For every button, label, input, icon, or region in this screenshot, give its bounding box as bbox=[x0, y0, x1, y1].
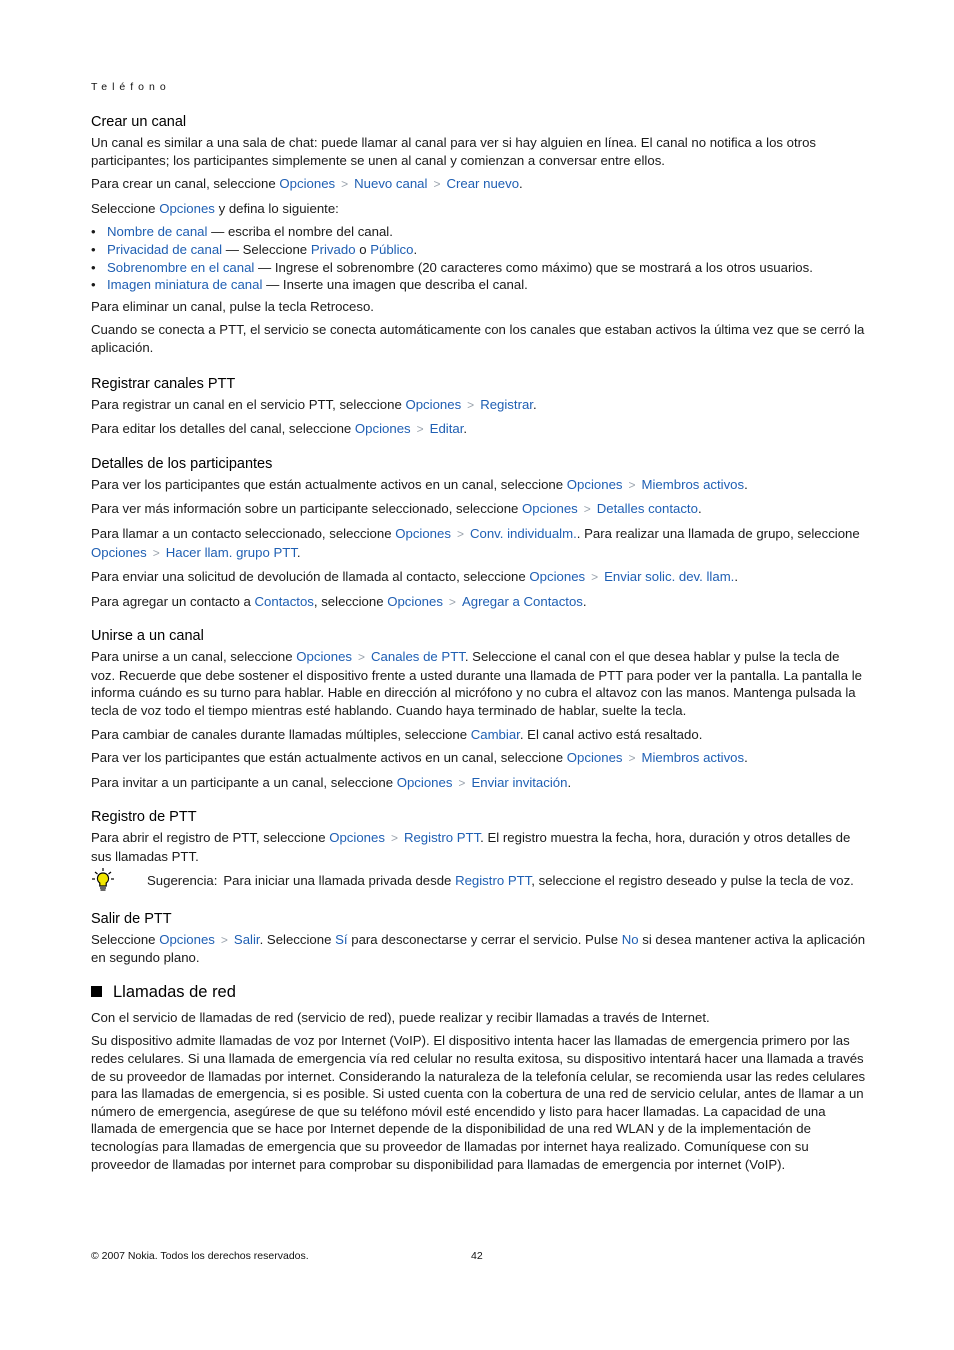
black-square-icon bbox=[91, 986, 102, 997]
ui-term: Opciones bbox=[566, 750, 623, 766]
paragraph: Para registrar un canal en el servicio PTT, seleccione Opciones > Registrar. bbox=[91, 396, 866, 415]
ui-term: Canales de PTT bbox=[371, 649, 465, 665]
list-item: • Nombre de canal — escriba el nombre del canal. bbox=[91, 223, 866, 241]
paragraph: Para enviar una solicitud de devolución de llamada al contacto, seleccione Opciones > Enviar solic. dev. llam.. bbox=[91, 568, 866, 587]
chevron-right-icon: > bbox=[433, 177, 441, 192]
tip-label: Sugerencia: bbox=[147, 872, 218, 888]
section-title-text: Llamadas de red bbox=[113, 982, 236, 1001]
ui-term: Público bbox=[370, 241, 414, 257]
chevron-right-icon: > bbox=[341, 177, 349, 192]
ui-term: Opciones bbox=[354, 421, 411, 437]
ui-term: No bbox=[621, 931, 639, 947]
heading-detalles-participantes: Detalles de los participantes bbox=[91, 455, 273, 472]
chevron-right-icon: > bbox=[467, 397, 475, 412]
chevron-right-icon: > bbox=[416, 422, 424, 437]
bullet-list bbox=[91, 223, 866, 293]
chevron-right-icon: > bbox=[358, 650, 366, 665]
ui-term: Registrar bbox=[480, 396, 533, 412]
ui-term: Opciones bbox=[296, 649, 352, 665]
heading-salir-ptt: Salir de PTT bbox=[91, 910, 172, 927]
ui-term: Nombre de canal bbox=[107, 224, 208, 240]
paragraph: Un canal es similar a una sala de chat: puede llamar al canal para ver si hay alguien en línea. El canal no notifica a los otros participantes; los participantes simplemente se unen al canal y comienzan a conversar entre ellos. bbox=[91, 135, 816, 168]
ui-term: Opciones bbox=[387, 593, 443, 609]
list-item: • Sobrenombre en el canal — Ingrese el sobrenombre (20 caracteres como máximo) que se mostrará a los otros usuarios. bbox=[91, 259, 866, 277]
chevron-right-icon: > bbox=[458, 775, 466, 790]
chevron-right-icon: > bbox=[152, 545, 160, 560]
ui-term: Enviar invitación bbox=[471, 774, 568, 790]
heading-crear-canal: Crear un canal bbox=[91, 114, 187, 130]
section-heading-llamadas-red bbox=[91, 981, 866, 1003]
ui-term: Opciones bbox=[396, 774, 453, 790]
paragraph: Con el servicio de llamadas de red (servicio de red), puede realizar y recibir llamadas a través de Internet. bbox=[91, 1009, 710, 1025]
paragraph: Cuando se conecta a PTT, el servicio se conecta automáticamente con los canales que estaban activos la última vez que se cerró la aplicación. bbox=[91, 322, 865, 355]
chevron-right-icon: > bbox=[583, 502, 591, 517]
paragraph: Para invitar a un participante a un canal, seleccione Opciones > Enviar invitación. bbox=[91, 774, 866, 793]
chevron-right-icon: > bbox=[456, 526, 464, 541]
footer bbox=[91, 1250, 866, 1262]
ui-term: Opciones bbox=[159, 931, 215, 947]
ui-term: Enviar solic. dev. llam. bbox=[604, 569, 735, 585]
paragraph: Para ver más información sobre un participante seleccionado, seleccione Opciones > Detalles contacto. bbox=[91, 500, 866, 519]
ui-term: Miembros activos bbox=[641, 476, 745, 492]
chevron-right-icon: > bbox=[220, 932, 228, 947]
ui-term: Agregar a Contactos bbox=[461, 593, 583, 609]
list-item: • Privacidad de canal — Seleccione Privado o Público. bbox=[91, 241, 866, 259]
paragraph: Su dispositivo admite llamadas de voz por Internet (VoIP). El dispositivo intenta hacer las llamadas de emergencia primero por las redes celulares. Si una llamada de emergencia vía red celular no resulta exitosa, su dispositivo intentará hacer una llamada a través de su proveedor de llamadas por internet. Considerando la naturaleza de la telefonía celular, se recomienda usar las redes celulares para las llamadas de emergencia, si es posible. Si usted cuenta con la cobertura de una red de servicio celular, antes de llamar a un número de emergencia, asegúrese de que su teléfono móvil esté encendido y listo para hacer llamadas. La capacidad de una llamada de emergencia que se hace por Internet depende de la disponibilidad de una red WLAN y de la implementación de tecnologías para llamadas de emergencia que su proveedor de llamadas por internet haya realizado. Comuníquese con su proveedor de llamadas por internet para comprobar su disponibilidad para llamadas de emergencia por internet (VoIP). bbox=[91, 1033, 866, 1172]
ui-term: Nuevo canal bbox=[354, 176, 428, 192]
ui-term: Opciones bbox=[395, 525, 451, 541]
list-item: • Imagen miniatura de canal — Inserte una imagen que describa el canal. bbox=[91, 276, 866, 294]
chevron-right-icon: > bbox=[591, 570, 599, 585]
ui-term: Hacer llam. grupo PTT bbox=[165, 544, 297, 560]
ui-term: Contactos bbox=[254, 593, 314, 609]
paragraph: Para ver los participantes que están actualmente activos en un canal, seleccione Opciones > Miembros activos. bbox=[91, 476, 866, 495]
paragraph: Para abrir el registro de PTT, seleccione Opciones > Registro PTT. El registro muestra la fecha, hora, duración y otros detalles de sus llamadas PTT. bbox=[91, 830, 851, 865]
paragraph: Para eliminar un canal, pulse la tecla Retroceso. bbox=[91, 298, 374, 314]
paragraph: Para llamar a un contacto seleccionado, seleccione Opciones > Conv. individualm.. Para realizar una llamada de grupo, seleccione Opciones > Hacer llam. grupo PTT. bbox=[91, 525, 866, 562]
ui-term: Crear nuevo bbox=[446, 176, 520, 192]
ui-term: Privado bbox=[310, 241, 356, 257]
ui-term: Opciones bbox=[159, 200, 215, 216]
heading-unirse-canal: Unirse a un canal bbox=[91, 628, 204, 645]
paragraph: Seleccione Opciones > Salir. Seleccione Sí para desconectarse y cerrar el servicio. Pulse No si desea mantener activa la aplicación en segundo plano. bbox=[91, 931, 866, 966]
ui-term: Sí bbox=[335, 931, 348, 947]
ui-term: Opciones bbox=[522, 501, 578, 517]
paragraph: Para unirse a un canal, seleccione Opciones > Canales de PTT. Seleccione el canal con el que desea hablar y pulse la tecla de voz. Recuerde que debe sostener el dispositivo frente a usted durante una llamada de PTT para poder ver la pantalla. La pantalla le informa cuándo es su turno para hablar. Hable en dirección al micrófono y no cubra el altavoz con las manos. Mantenga pulsada la tecla de voz todo el tiempo mientras esté hablando. Cuando haya terminado de hablar, suelte la tecla. bbox=[91, 649, 862, 719]
ui-term: Opciones bbox=[91, 544, 147, 560]
ui-term: Opciones bbox=[405, 396, 462, 412]
ui-term: Registro PTT bbox=[403, 830, 481, 846]
chevron-right-icon: > bbox=[628, 477, 636, 492]
paragraph: Para crear un canal, seleccione Opciones > Nuevo canal > Crear nuevo. bbox=[91, 175, 866, 194]
ui-term: Imagen miniatura de canal bbox=[107, 277, 263, 293]
page-number: 42 bbox=[471, 1250, 483, 1262]
ui-term: Sobrenombre en el canal bbox=[107, 259, 255, 275]
chevron-right-icon: > bbox=[628, 751, 636, 766]
ui-term: Registro PTT bbox=[455, 872, 532, 888]
paragraph: Para editar los detalles del canal, seleccione Opciones > Editar. bbox=[91, 420, 866, 439]
ui-term: Opciones bbox=[279, 176, 336, 192]
paragraph: Para agregar un contacto a Contactos, seleccione Opciones > Agregar a Contactos. bbox=[91, 593, 866, 612]
ui-term: Miembros activos bbox=[641, 750, 745, 766]
chevron-right-icon: > bbox=[390, 831, 398, 846]
ui-term: Conv. individualm. bbox=[469, 525, 577, 541]
ui-term: Detalles contacto bbox=[596, 501, 698, 517]
paragraph: Para ver los participantes que están actualmente activos en un canal, seleccione Opciones > Miembros activos. bbox=[91, 749, 866, 768]
chevron-right-icon: > bbox=[448, 594, 456, 609]
ui-term: Opciones bbox=[566, 476, 623, 492]
heading-registro-ptt: Registro de PTT bbox=[91, 809, 197, 826]
tip-text: Para iniciar una llamada privada desde Registro PTT, seleccione el registro deseado y pulse la tecla de voz. bbox=[223, 872, 854, 888]
ui-term: Opciones bbox=[529, 569, 586, 585]
ui-term: Opciones bbox=[329, 830, 385, 846]
ui-term: Salir bbox=[233, 931, 260, 947]
ui-term: Editar bbox=[429, 421, 464, 437]
content bbox=[91, 113, 866, 1179]
paragraph: Seleccione Opciones y defina lo siguiente: bbox=[91, 200, 339, 216]
running-header: Teléfono bbox=[91, 81, 171, 93]
tip-box bbox=[91, 872, 866, 894]
ui-term: Cambiar bbox=[470, 726, 520, 742]
paragraph: Para cambiar de canales durante llamadas múltiples, seleccione Cambiar. El canal activo está resaltado. bbox=[91, 726, 703, 742]
ui-term: Privacidad de canal bbox=[107, 241, 223, 257]
copyright: © 2007 Nokia. Todos los derechos reservados. bbox=[91, 1250, 309, 1262]
lightbulb-icon bbox=[91, 866, 121, 894]
heading-registrar-canales: Registrar canales PTT bbox=[91, 375, 236, 392]
